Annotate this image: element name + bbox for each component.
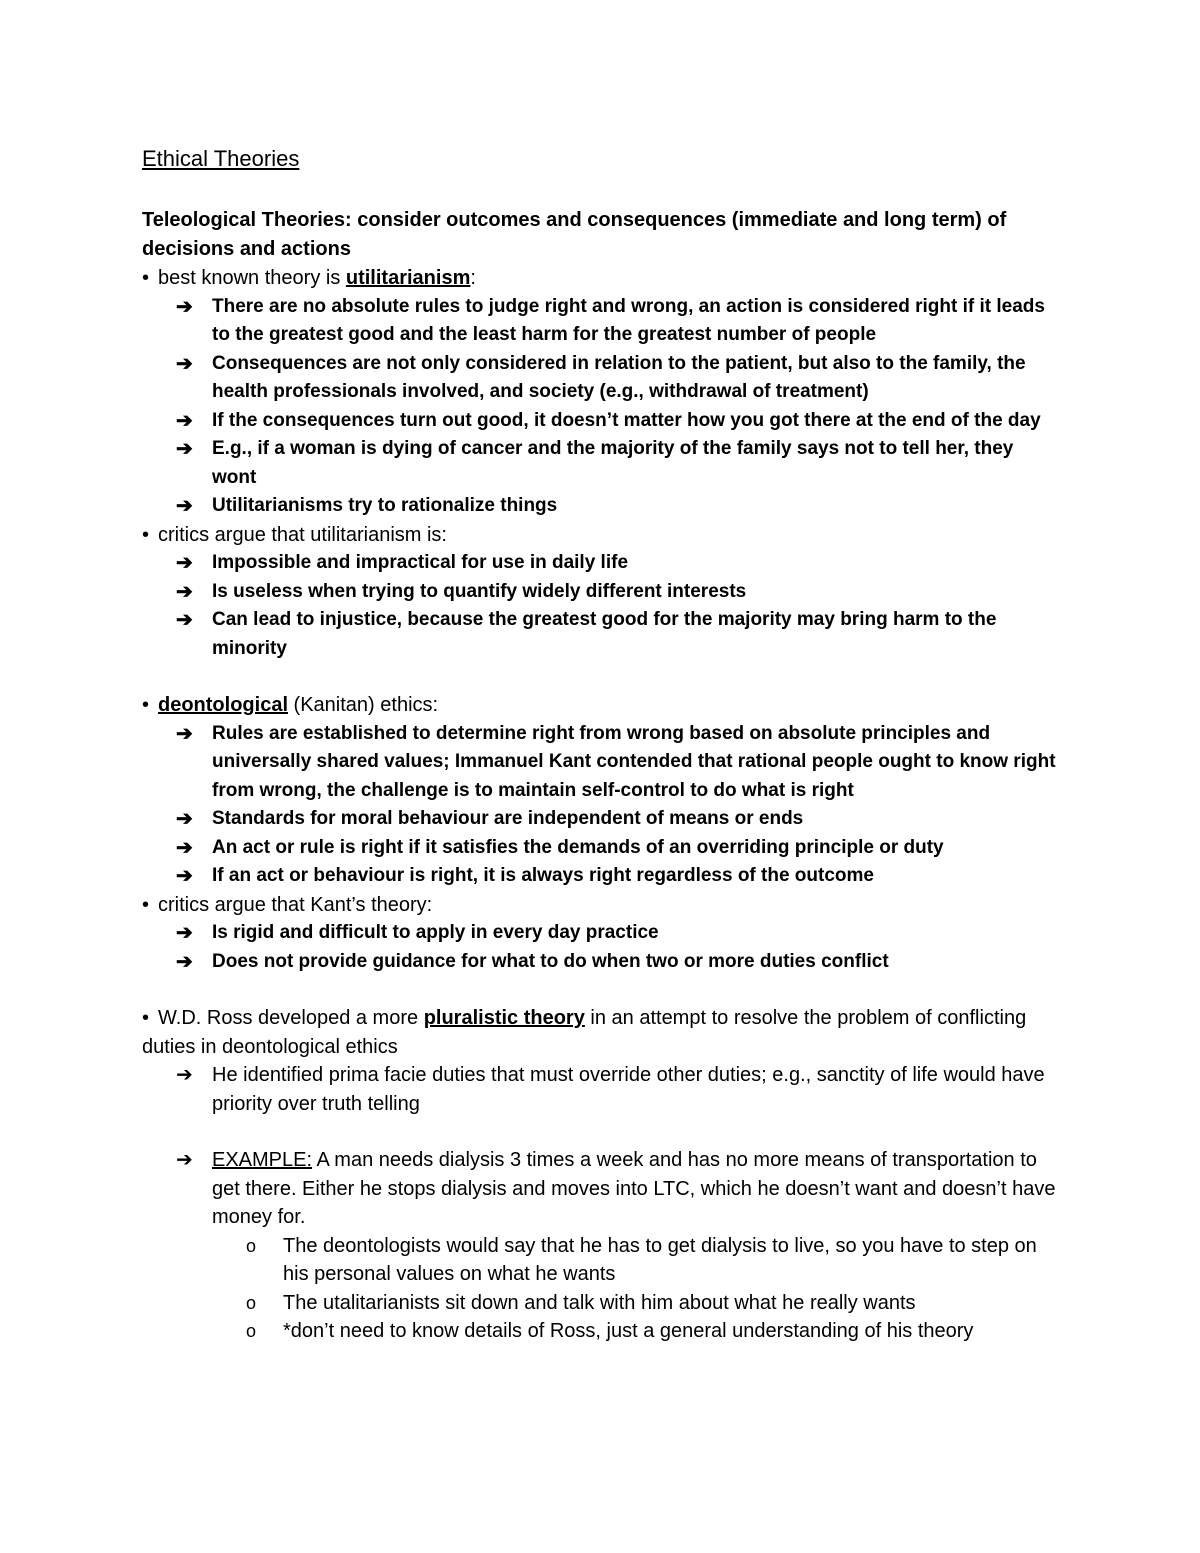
circle-bullet-icon: o <box>246 1235 257 1256</box>
util-points-list <box>142 293 1062 521</box>
arrow-icon: ➔ <box>176 808 193 830</box>
spacer <box>142 663 1062 691</box>
list-item: o *don’t need to know details of Ross, just a general understanding of his theory <box>142 1317 1062 1346</box>
spacer <box>142 976 1062 1004</box>
bullet-icon: • <box>142 1007 150 1029</box>
list-item: ➔ Standards for moral behaviour are independent of means or ends <box>142 805 1062 834</box>
example-point: ➔ EXAMPLE: A man needs dialysis 3 times a week and has no more means of transportation to get there. Either he stops dialysis and moves into LTC, which he doesn’t want and doesn’t have money for. <box>142 1146 1062 1232</box>
example-subpoints-list <box>142 1232 1062 1346</box>
arrow-icon: ➔ <box>176 295 193 318</box>
bullet-icon: • <box>142 267 150 289</box>
list-item: ➔ An act or rule is right if it satisfies the demands of an overriding principle or duty <box>142 834 1062 863</box>
list-item: ➔ Impossible and impractical for use in daily life <box>142 549 1062 578</box>
bullet-icon: • <box>142 694 150 716</box>
arrow-icon: ➔ <box>176 836 193 859</box>
arrow-icon: ➔ <box>176 865 193 887</box>
arrow-icon: ➔ <box>176 722 193 745</box>
arrow-icon: ➔ <box>176 1064 193 1086</box>
list-item: ➔ There are no absolute rules to judge right and wrong, an action is considered right if it leads to the greatest good and the least harm for the greatest number of people <box>142 293 1062 350</box>
arrow-icon: ➔ <box>176 352 193 375</box>
bullet-icon: • <box>142 893 150 916</box>
list-item: ➔ E.g., if a woman is dying of cancer and the majority of the family says not to tell her, they wont <box>142 435 1062 492</box>
util-critic-points-list <box>142 549 1062 663</box>
ross-point: ➔ He identified prima facie duties that must override other duties; e.g., sanctity of life would have priority over truth telling <box>142 1061 1062 1118</box>
document-page <box>142 142 1062 1346</box>
list-item: ➔ If the consequences turn out good, it doesn’t matter how you got there at the end of the day <box>142 407 1062 436</box>
page-title: Ethical Theories <box>142 146 300 171</box>
arrow-icon: ➔ <box>176 580 193 603</box>
arrow-icon: ➔ <box>176 1149 193 1171</box>
list-item: o The deontologists would say that he has to get dialysis to live, so you have to step on his personal values on what he wants <box>142 1232 1062 1289</box>
deon-intro: • deontological (Kanitan) ethics: <box>142 691 1062 720</box>
example-label: EXAMPLE: <box>212 1149 313 1171</box>
list-item: ➔ If an act or behaviour is right, it is always right regardless of the outcome <box>142 862 1062 891</box>
utilitarianism-term: utilitarianism <box>345 267 471 289</box>
teleological-text: consider outcomes and consequences (immediate and long term) of decisions and actions <box>142 209 1007 260</box>
list-item: ➔ Utilitarianisms try to rationalize things <box>142 492 1062 521</box>
list-item: ➔ Is useless when trying to quantify widely different interests <box>142 578 1062 607</box>
teleological-label: Teleological Theories: <box>142 209 352 231</box>
bullet-icon: • <box>142 523 150 546</box>
arrow-icon: ➔ <box>176 609 193 631</box>
deon-critic-points-list <box>142 919 1062 976</box>
arrow-icon: ➔ <box>176 409 193 432</box>
circle-bullet-icon: o <box>246 1292 257 1313</box>
deon-critics: • critics argue that Kant’s theory: <box>142 891 1062 920</box>
list-item: ➔ Is rigid and difficult to apply in every day practice <box>142 919 1062 948</box>
list-item: ➔ Rules are established to determine right from wrong based on absolute principles and universally shared values; Immanuel Kant contended that rational people ought to know right from wrong, the challenge is to maintain self-control to do what is right <box>142 720 1062 806</box>
arrow-icon: ➔ <box>176 922 193 944</box>
teleological-paragraph <box>142 206 1062 264</box>
util-intro: • best known theory is utilitarianism: <box>142 264 1062 293</box>
circle-bullet-icon: o <box>246 1321 257 1341</box>
ross-intro: • W.D. Ross developed a more pluralistic theory in an attempt to resolve the problem of conflicting duties in deontological ethics <box>142 1004 1062 1061</box>
pluralistic-term: pluralistic theory <box>423 1007 585 1029</box>
arrow-icon: ➔ <box>176 950 193 973</box>
list-item: ➔ Can lead to injustice, because the greatest good for the majority may bring harm to the minority <box>142 606 1062 663</box>
arrow-icon: ➔ <box>176 438 193 460</box>
arrow-icon: ➔ <box>176 552 193 574</box>
arrow-icon: ➔ <box>176 495 193 517</box>
deon-points-list <box>142 720 1062 891</box>
list-item: ➔ Does not provide guidance for what to do when two or more duties conflict <box>142 948 1062 977</box>
spacer <box>142 1118 1062 1146</box>
util-critics: • critics argue that utilitarianism is: <box>142 521 1062 550</box>
list-item: o The utalitarianists sit down and talk with him about what he really wants <box>142 1289 1062 1318</box>
deontological-term: deontological <box>158 694 288 716</box>
list-item: ➔ Consequences are not only considered in relation to the patient, but also to the family, the health professionals involved, and society (e.g., withdrawal of treatment) <box>142 350 1062 407</box>
